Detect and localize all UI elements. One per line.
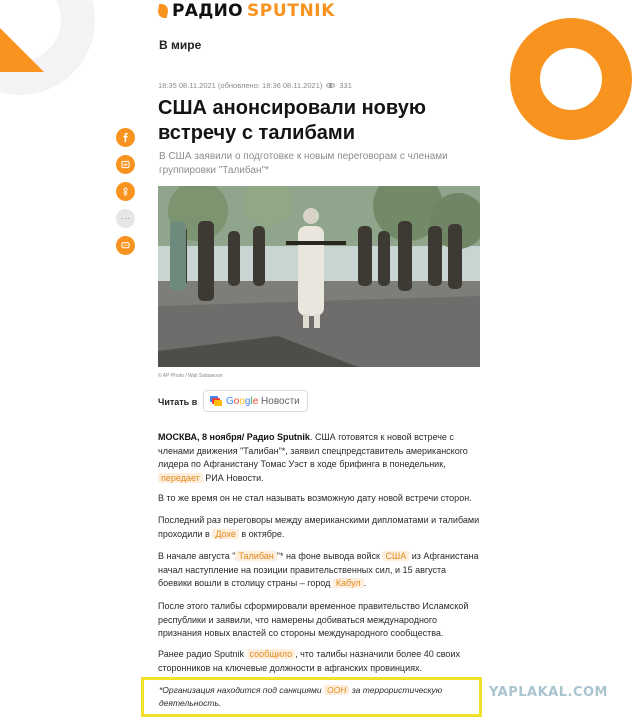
link-peredaet[interactable]: передает — [158, 473, 203, 483]
google-news-label: Google Новости — [226, 395, 300, 407]
logo-radio-text: РАДИО — [172, 1, 243, 21]
share-ok-button[interactable] — [116, 182, 135, 201]
share-more-button[interactable] — [116, 209, 135, 228]
decorative-wedge — [0, 28, 44, 72]
read-in-label: Читать в — [158, 397, 198, 407]
link-soobshchilo[interactable]: сообщило — [247, 649, 296, 659]
sputnik-logo-icon — [157, 4, 169, 18]
decorative-ring-left — [0, 0, 95, 95]
views-count: 331 — [339, 81, 352, 90]
link-doha[interactable]: Дохе — [212, 529, 239, 539]
photo-illustration — [158, 186, 480, 367]
photo-caption: © AP Photo / Wali Sabawoon — [158, 373, 223, 379]
more-icon: ··· — [120, 213, 131, 223]
section-link[interactable]: В мире — [159, 38, 202, 52]
article-paragraph-6: Ранее радио Sputnik сообщило , что талибы назначили более 40 своих сторонников на ключевые должности в афганских провинциях. — [158, 649, 460, 673]
vk-icon — [121, 160, 130, 169]
odnoklassniki-icon — [121, 187, 130, 196]
link-taliban[interactable]: Талибан — [235, 551, 276, 561]
facebook-icon — [121, 133, 130, 142]
article-paragraph-5: После этого талибы сформировали временное правительство Исламской республики и заявили, что намерены добиваться международного признания новых властей со стороны международного сообщества. — [158, 601, 469, 638]
link-oon[interactable]: ООН — [324, 685, 349, 695]
article-paragraph-3: Последний раз переговоры между американскими дипломатами и талибами проходили в Дохе в октябре. — [158, 515, 480, 539]
views-icon — [326, 83, 335, 88]
watermark: YAPLAKAL.COM — [489, 685, 608, 700]
logo-sputnik-text: SPUTNIK — [246, 1, 335, 21]
comments-button[interactable] — [116, 236, 135, 255]
comments-icon — [121, 241, 130, 250]
article-dateline: МОСКВА, 8 ноября/ Радио Sputnik — [158, 432, 310, 442]
link-usa[interactable]: США — [382, 551, 409, 561]
sanctions-note: *Организация находится под санкциями ООН за террористическую деятельность. — [159, 685, 443, 708]
article-paragraph-1: МОСКВА, 8 ноября/ Радио Sputnik. США готовятся к новой встрече с членами движения "Талибан"*, заявил спецпредставитель американского лидера по Афганистану Томас Уэст в ходе брифинга в понедельник, передает РИА Новости. — [158, 432, 468, 483]
site-logo[interactable] — [158, 0, 335, 22]
article-meta — [158, 81, 352, 90]
link-kabul[interactable]: Кабул — [333, 578, 364, 588]
article-paragraph-2: В то же время он не стал называть возможную дату новой встречи сторон. — [158, 493, 472, 503]
share-facebook-button[interactable] — [116, 128, 135, 147]
article-lead: В США заявили о подготовке к новым переговорам с членами группировки "Талибан"* — [159, 151, 448, 176]
share-vk-button[interactable] — [116, 155, 135, 174]
article-title: США анонсировали новую встречу с талибами — [158, 97, 426, 144]
google-news-icon — [210, 396, 222, 406]
google-news-button[interactable] — [203, 390, 308, 412]
article-paragraph-4: В начале августа " Талибан "* на фоне вывода войск США из Афганистана начал наступление на позиции правительственных сил, и 15 августа боевики вошли в столицу страны – город Кабул . — [158, 551, 479, 588]
decorative-ring-right — [510, 18, 632, 140]
article-photo — [158, 186, 480, 367]
article-timestamp: 18:35 08.11.2021 (обновлено: 18:36 08.11.2021) — [158, 81, 323, 90]
